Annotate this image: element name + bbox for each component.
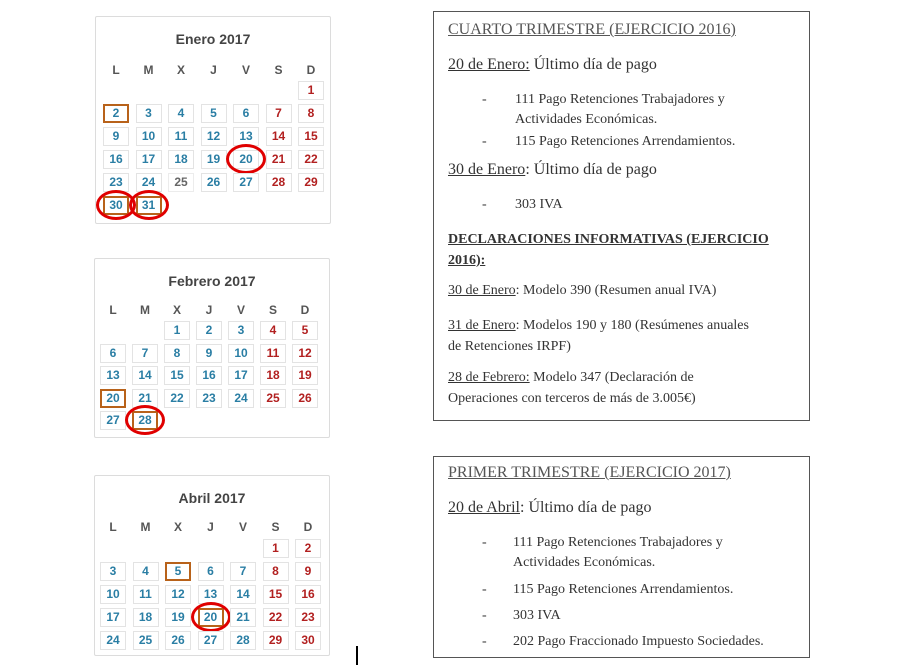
bullet: - — [482, 197, 487, 212]
calendar-day[interactable]: 19 — [201, 150, 227, 169]
weekday-label: X — [176, 63, 185, 77]
payment-date-text: : Último día de pago — [525, 161, 657, 178]
payment-date-line — [448, 56, 799, 74]
calendar-day[interactable]: 5 — [201, 104, 227, 123]
list-item: 303 IVA — [513, 608, 561, 623]
payment-date: 20 de Enero: — [448, 56, 530, 73]
weekday-label: D — [306, 63, 316, 77]
calendar-day[interactable]: 10 — [228, 344, 254, 363]
list-item: 115 Pago Retenciones Arrendamientos. — [515, 134, 736, 149]
calendar-title: Enero 2017 — [175, 31, 251, 47]
calendar-day[interactable]: 25 — [168, 173, 194, 192]
calendar-day[interactable]: 20 — [100, 389, 126, 408]
calendar-day[interactable]: 24 — [228, 389, 254, 408]
calendar-day[interactable]: 29 — [298, 173, 324, 192]
payment-date: 30 de Enero — [448, 161, 526, 178]
calendar-day[interactable]: 22 — [263, 608, 289, 627]
calendar-day[interactable]: 21 — [266, 150, 292, 169]
calendar-day[interactable]: 9 — [103, 127, 129, 146]
calendar-day[interactable]: 4 — [168, 104, 194, 123]
payment-date-text: Último día de pago — [529, 56, 657, 73]
calendar-day[interactable]: 23 — [295, 608, 321, 627]
declaration-line: 30 de Enero: Modelo 390 (Resumen anual IVA) — [448, 283, 717, 298]
payment-date-line — [448, 161, 799, 179]
calendar-day[interactable]: 17 — [228, 366, 254, 385]
bullet: - — [482, 634, 487, 649]
calendar-day[interactable]: 24 — [136, 173, 162, 192]
calendar-day[interactable]: 25 — [133, 631, 159, 650]
list-item: 111 Pago Retenciones Trabajadores y Actividades Económicas. — [515, 92, 725, 127]
weekday-label: J — [210, 63, 217, 77]
weekday-label: L — [109, 303, 117, 317]
calendar-day[interactable]: 15 — [263, 585, 289, 604]
bullet: - — [482, 92, 487, 107]
calendar-day[interactable]: 8 — [298, 104, 324, 123]
calendar-day[interactable]: 9 — [295, 562, 321, 581]
calendar-day[interactable]: 14 — [266, 127, 292, 146]
declaration-line: 28 de Febrero: Modelo 347 (Declaración de Operaciones con terceros de más de 3.005€) — [448, 370, 696, 406]
bullet: - — [482, 582, 487, 597]
calendar-day[interactable]: 1 — [298, 81, 324, 100]
calendar-day[interactable]: 1 — [263, 539, 289, 558]
calendar-day[interactable]: 19 — [165, 608, 191, 627]
calendar-day[interactable]: 14 — [230, 585, 256, 604]
calendar-day[interactable]: 20 — [233, 150, 259, 169]
calendar-day[interactable]: 4 — [133, 562, 159, 581]
weekday-label: V — [236, 303, 245, 317]
box-title: CUARTO TRIMESTRE (EJERCICIO 2016) — [448, 21, 736, 38]
calendar-day[interactable]: 19 — [292, 366, 318, 385]
weekday-label: M — [140, 303, 150, 317]
calendar-enero — [95, 16, 331, 224]
calendar-day[interactable]: 27 — [233, 173, 259, 192]
calendar-day[interactable]: 7 — [132, 344, 158, 363]
payment-date-line: 20 de Abril: Último día de pago — [448, 499, 652, 516]
calendar-day[interactable]: 12 — [292, 344, 318, 363]
list-item: 202 Pago Fraccionado Impuesto Sociedades. — [513, 634, 764, 649]
weekday-label: J — [207, 520, 214, 534]
calendar-day[interactable]: 13 — [100, 366, 126, 385]
list-item: 111 Pago Retenciones Trabajadores y Actividades Económicas. — [513, 535, 723, 570]
text-cursor — [356, 646, 358, 665]
calendar-day[interactable]: 29 — [263, 631, 289, 650]
calendar-day[interactable]: 6 — [100, 344, 126, 363]
declaraciones-title: DECLARACIONES INFORMATIVAS (EJERCICIO 2016): — [448, 232, 769, 268]
primer-trimestre-box — [433, 456, 810, 658]
calendar-day[interactable]: 11 — [260, 344, 286, 363]
calendar-day[interactable]: 16 — [196, 366, 222, 385]
weekday-label: D — [303, 520, 313, 534]
weekday-label: L — [109, 520, 117, 534]
calendar-day[interactable]: 5 — [165, 562, 191, 581]
calendar-day[interactable]: 18 — [168, 150, 194, 169]
weekday-label: M — [143, 63, 154, 77]
calendar-day[interactable]: 13 — [198, 585, 224, 604]
cuarto-trimestre-box — [433, 11, 810, 421]
calendar-day[interactable]: 16 — [295, 585, 321, 604]
calendar-day[interactable]: 14 — [132, 366, 158, 385]
calendar-day[interactable]: 18 — [260, 366, 286, 385]
calendar-day[interactable]: 28 — [230, 631, 256, 650]
calendar-day[interactable]: 9 — [196, 344, 222, 363]
calendar-day[interactable]: 22 — [164, 389, 190, 408]
calendar-day[interactable]: 3 — [136, 104, 162, 123]
calendar-day[interactable]: 3 — [100, 562, 126, 581]
calendar-day[interactable]: 26 — [201, 173, 227, 192]
calendar-day[interactable]: 23 — [103, 173, 129, 192]
calendar-day[interactable]: 25 — [260, 389, 286, 408]
calendar-day[interactable]: 2 — [103, 104, 129, 123]
list-item: 303 IVA — [515, 197, 563, 212]
bullet: - — [482, 134, 487, 149]
calendar-day[interactable]: 15 — [164, 366, 190, 385]
calendar-day[interactable]: 31 — [136, 196, 162, 215]
calendar-title: Abril 2017 — [178, 490, 246, 506]
calendar-day[interactable]: 10 — [136, 127, 162, 146]
weekday-label: S — [271, 520, 280, 534]
weekday-label: X — [173, 520, 182, 534]
calendar-day[interactable]: 12 — [201, 127, 227, 146]
calendar-day[interactable]: 28 — [266, 173, 292, 192]
calendar-day[interactable]: 8 — [263, 562, 289, 581]
calendar-day[interactable]: 6 — [233, 104, 259, 123]
weekday-label: M — [140, 520, 151, 534]
calendar-day[interactable]: 17 — [100, 608, 126, 627]
calendar-day[interactable]: 21 — [132, 389, 158, 408]
calendar-day[interactable]: 10 — [100, 585, 126, 604]
calendar-day[interactable]: 18 — [133, 608, 159, 627]
weekday-label: X — [172, 303, 181, 317]
calendar-day[interactable]: 11 — [168, 127, 194, 146]
calendar-day[interactable]: 2 — [196, 321, 222, 340]
calendar-title: Febrero 2017 — [168, 273, 256, 289]
calendar-day[interactable]: 7 — [230, 562, 256, 581]
weekday-label: V — [238, 520, 247, 534]
calendar-day[interactable]: 11 — [133, 585, 159, 604]
weekday-label: S — [274, 63, 283, 77]
calendar-day[interactable]: 15 — [298, 127, 324, 146]
calendar-day[interactable]: 13 — [233, 127, 259, 146]
box-title: PRIMER TRIMESTRE (EJERCICIO 2017) — [448, 464, 731, 481]
calendar-day[interactable]: 24 — [100, 631, 126, 650]
calendar-day[interactable]: 7 — [266, 104, 292, 123]
weekday-label: L — [112, 63, 120, 77]
calendar-day[interactable]: 28 — [132, 411, 158, 430]
calendar-day[interactable]: 6 — [198, 562, 224, 581]
calendar-day[interactable]: 1 — [164, 321, 190, 340]
calendar-day[interactable]: 26 — [165, 631, 191, 650]
declaration-line: 31 de Enero: Modelos 190 y 180 (Resúmenes anuales de Retenciones IRPF) — [448, 318, 749, 354]
calendar-day[interactable]: 30 — [295, 631, 321, 650]
calendar-day[interactable]: 20 — [198, 608, 224, 627]
weekday-label: D — [300, 303, 310, 317]
calendar-day[interactable]: 22 — [298, 150, 324, 169]
calendar-day[interactable]: 12 — [165, 585, 191, 604]
list-item: 115 Pago Retenciones Arrendamientos. — [513, 582, 734, 597]
bullet: - — [482, 608, 487, 623]
weekday-label: V — [241, 63, 250, 77]
calendar-day[interactable]: 23 — [196, 389, 222, 408]
calendar-day[interactable]: 3 — [228, 321, 254, 340]
calendar-day[interactable]: 16 — [103, 150, 129, 169]
calendar-day[interactable]: 26 — [292, 389, 318, 408]
calendar-day[interactable]: 2 — [295, 539, 321, 558]
calendar-day[interactable]: 8 — [164, 344, 190, 363]
calendar-day[interactable]: 27 — [198, 631, 224, 650]
calendar-day[interactable]: 17 — [136, 150, 162, 169]
bullet: - — [482, 535, 487, 550]
calendar-day[interactable]: 4 — [260, 321, 286, 340]
calendar-day[interactable]: 27 — [100, 411, 126, 430]
calendar-febrero — [94, 258, 330, 438]
weekday-label: S — [268, 303, 277, 317]
calendar-day[interactable]: 30 — [103, 196, 129, 215]
weekday-label: J — [205, 303, 213, 317]
calendar-day[interactable]: 21 — [230, 608, 256, 627]
calendar-day[interactable]: 5 — [292, 321, 318, 340]
calendar-abril — [94, 475, 330, 656]
